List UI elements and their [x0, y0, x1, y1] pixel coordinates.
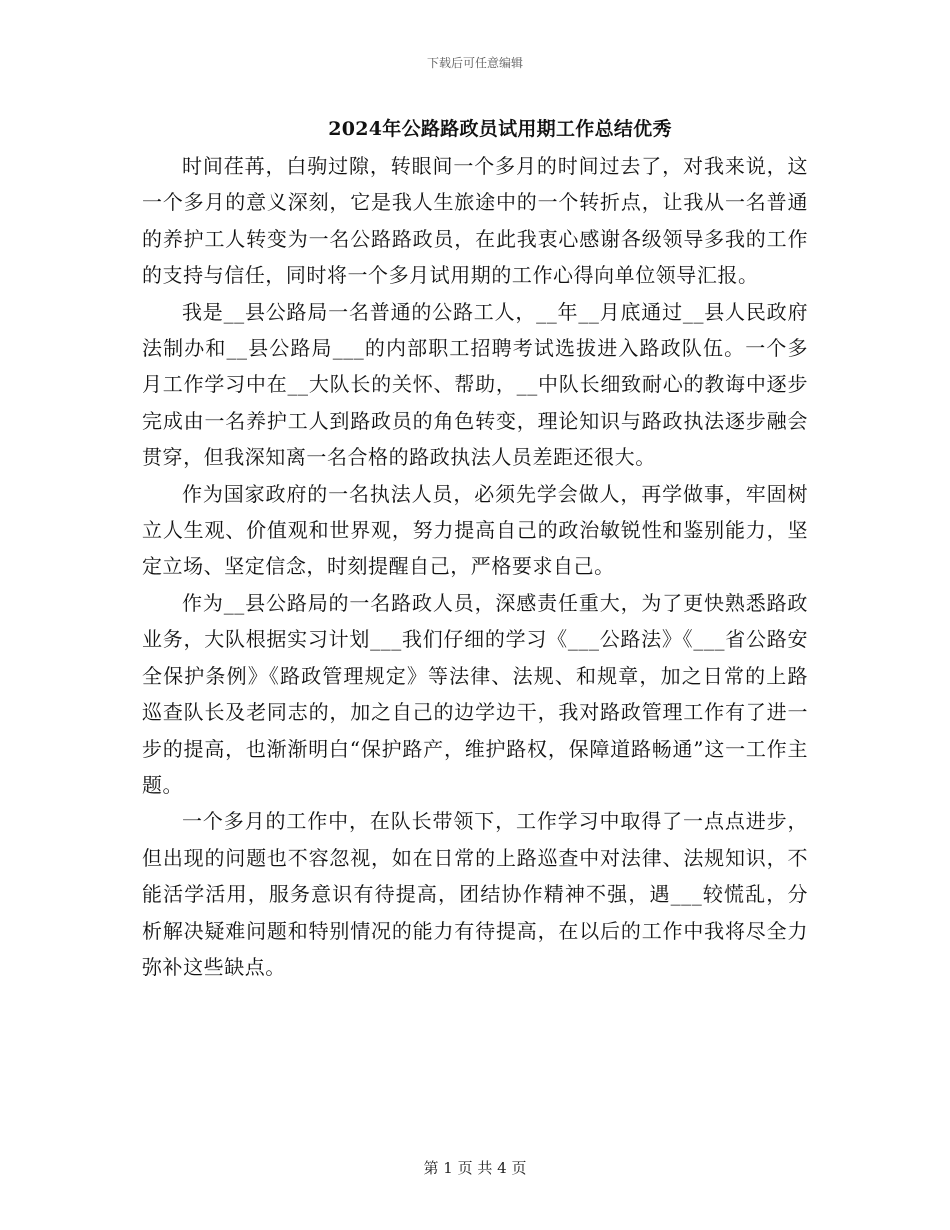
paragraph-3: 作为国家政府的一名执法人员，必须先学会做人，再学做事，牢固树立人生观、价值观和世界观，努力提高自己的政治敏锐性和鉴别能力，坚定立场、坚定信念，时刻提醒自己，严格要求自己。	[142, 481, 808, 579]
paragraph-4: 作为__县公路局的一名路政人员，深感责任重大，为了更快熟悉路政业务，大队根据实习计划___我们仔细的学习《___公路法》《___省公路安全保护条例》《路政管理规定》等法律、法规、和规章，加之日常的上路巡查队长及老同志的，加之自己的边学边干，我对路政管理工作有了进一步的提高，也渐渐明白“保护路产，维护路权，保障道路畅通”这一工作主题。	[142, 590, 808, 797]
paragraph-1: 时间荏苒，白驹过隙，转眼间一个多月的时间过去了，对我来说，这一个多月的意义深刻，它是我人生旅途中的一个转折点，让我从一名普通的养护工人转变为一名公路路政员，在此我衷心感谢各级领导多我的工作的支持与信任，同时将一个多月试用期的工作心得向单位领导汇报。	[142, 154, 808, 288]
page-number-footer: 第 1 页 共 4 页	[423, 1159, 527, 1177]
paragraph-5: 一个多月的工作中，在队长带领下，工作学习中取得了一点点进步，但出现的问题也不容忽视，如在日常的上路巡查中对法律、法规知识，不能活学活用，服务意识有待提高，团结协作精神不强，遇___较慌乱，分析解决疑难问题和特别情况的能力有待提高，在以后的工作中我将尽全力弥补这些缺点。	[142, 809, 808, 979]
paragraph-2: 我是__县公路局一名普通的公路工人，__年__月底通过__县人民政府法制办和__县公路局___的内部职工招聘考试选拔进入路政队伍。一个多月工作学习中在__大队长的关怀、帮助，__中队长细致耐心的教诲中逐步完成由一名养护工人到路政员的角色转变，理论知识与路政执法逐步融会贯穿，但我深知离一名合格的路政执法人员差距还很大。	[142, 299, 808, 470]
header-note: 下载后可任意编辑	[426, 56, 523, 70]
document-title: 2024年公路路政员试用期工作总结优秀	[328, 118, 672, 140]
document-body	[142, 148, 808, 985]
